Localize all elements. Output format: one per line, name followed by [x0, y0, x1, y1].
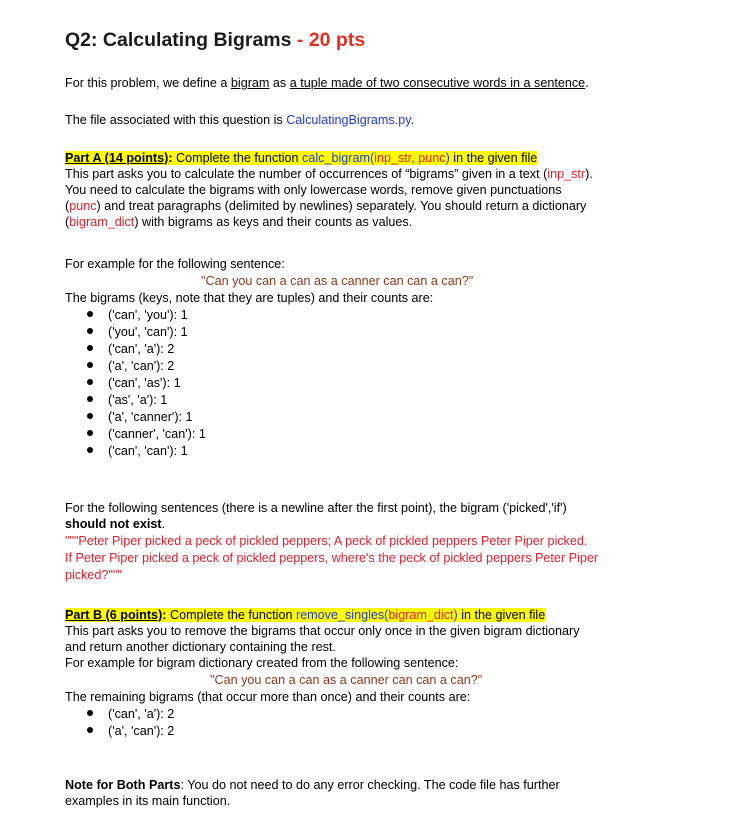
part-b-heading: Part B (6 points): Complete the function remove_singles(bigram_dict) in the given file [65, 608, 546, 622]
part-b-desc-2: and return another dictionary containing the rest. [65, 640, 336, 654]
should-not-exist-line: should not exist. [65, 517, 166, 531]
part-a-desc-3: (punc) and treat paragraphs (delimited by newlines) separately. You should return a dictionary [65, 199, 587, 213]
example-sentence: "Can you can a can as a canner can can a can?" [201, 274, 474, 288]
bigram-definition: a tuple made of two consecutive words in a sentence [289, 76, 586, 90]
part-a-heading: Part A (14 points): Complete the function calc_bigram(inp_str, punc) in the given file [65, 151, 538, 165]
part-b-example-sentence: "Can you can a can as a canner can can a can?" [210, 673, 483, 687]
list-item: ('can', 'you'): 1 [87, 307, 188, 323]
list-item: ('as', 'a'): 1 [87, 392, 167, 408]
note-line-2: examples in its main function. [65, 794, 231, 808]
note-line-1: Note for Both Parts: You do not need to do any error checking. The code file has further [65, 778, 560, 792]
part-a-desc-1: This part asks you to calculate the number of occurrences of “bigrams” given in a text (inp_str). [65, 167, 593, 181]
list-item: ('canner', 'can'): 1 [87, 426, 206, 442]
list-item: ('you', 'can'): 1 [87, 324, 188, 340]
piper-line-1: """Peter Piper picked a peck of pickled peppers; A peck of pickled peppers Peter Piper picked. [65, 534, 588, 548]
part-a-desc-2: You need to calculate the bigrams with only lowercase words, remove given punctuations [65, 183, 562, 197]
part-b-function: remove_singles( [295, 608, 389, 622]
intro-paragraph: For this problem, we define a bigram as a tuple made of two consecutive words in a sentence. [65, 76, 589, 90]
example-intro: For example for the following sentence: [65, 257, 285, 271]
list-item: ('can', 'as'): 1 [87, 375, 181, 391]
part-b-desc-1: This part asks you to remove the bigrams that occur only once in the given bigram dictionary [65, 624, 580, 638]
list-item: ('can', 'can'): 1 [87, 443, 188, 459]
list-item: ('a', 'canner'): 1 [87, 409, 193, 425]
part-a-function: calc_bigram( [302, 151, 375, 165]
part-a-desc-4: (bigram_dict) with bigrams as keys and their counts as values. [65, 215, 413, 229]
term-bigram: bigram [230, 76, 270, 90]
list-item: ('a', 'can'): 2 [87, 723, 174, 739]
list-item: ('can', 'a'): 2 [87, 706, 174, 722]
page-title: Q2: Calculating Bigrams - 20 pts [65, 29, 366, 51]
part-b-label: Part B (6 points) [65, 608, 163, 622]
bigrams-intro: The bigrams (keys, note that they are tuples) and their counts are: [65, 291, 434, 305]
remaining-intro: The remaining bigrams (that occur more than once) and their counts are: [65, 690, 471, 704]
points-value: 20 pts [308, 29, 366, 51]
list-item: ('a', 'can'): 2 [87, 358, 174, 374]
part-a-label: Part A (14 points) [65, 151, 169, 165]
part-b-desc-3: For example for bigram dictionary created from the following sentence: [65, 656, 459, 670]
piper-line-3: picked?""" [65, 568, 122, 582]
piper-line-2: If Peter Piper picked a peck of pickled peppers, where's the peck of pickled peppers Peter Piper [65, 551, 599, 565]
list-item: ('can', 'a'): 2 [87, 341, 174, 357]
following-paragraph: For the following sentences (there is a newline after the first point), the bigram ('picked','if') [65, 501, 567, 515]
file-paragraph: The file associated with this question is CalculatingBigrams.py. [65, 113, 415, 127]
file-name: CalculatingBigrams.py [286, 113, 411, 127]
